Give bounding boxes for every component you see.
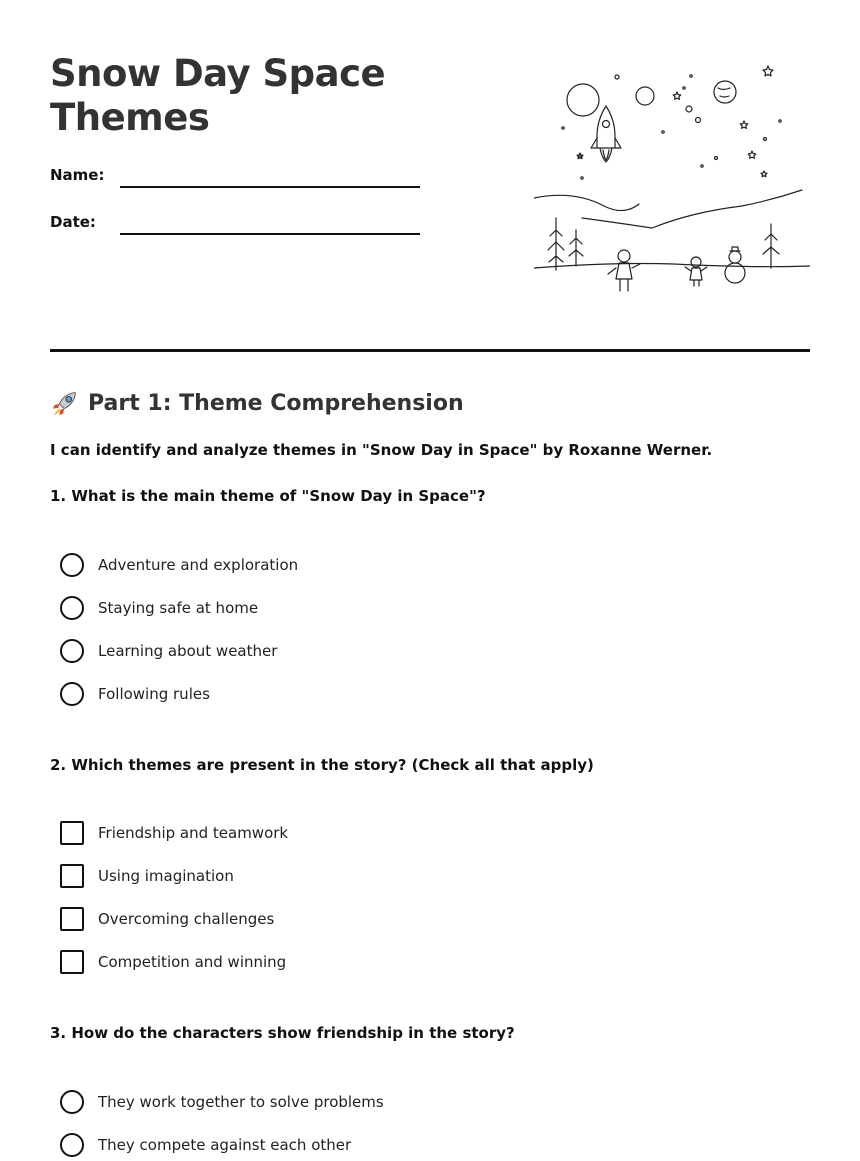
checkbox[interactable]: [60, 864, 84, 888]
q1-option[interactable]: [60, 638, 277, 664]
radio-button[interactable]: [60, 1133, 84, 1157]
section-title: Part 1: Theme Comprehension: [88, 390, 464, 416]
option-label: Staying safe at home: [98, 599, 259, 617]
section-heading: [50, 388, 464, 418]
name-field[interactable]: [120, 186, 420, 188]
checkbox[interactable]: [60, 950, 84, 974]
rocket-icon: [50, 388, 80, 418]
header-divider: [50, 349, 810, 352]
learning-objective: I can identify and analyze themes in "Snow Day in Space" by Roxanne Werner.: [50, 441, 713, 459]
option-label: Competition and winning: [98, 953, 287, 971]
option-label: Using imagination: [98, 867, 234, 885]
option-label: Learning about weather: [98, 642, 278, 660]
snow-day-space-illustration: [534, 58, 810, 306]
option-label: Adventure and exploration: [98, 556, 299, 574]
radio-button[interactable]: [60, 682, 84, 706]
q1-option[interactable]: [60, 595, 258, 621]
option-label: Following rules: [98, 685, 210, 703]
question-2: 2. Which themes are present in the story? (Check all that apply): [50, 756, 594, 774]
q1-option[interactable]: [60, 552, 298, 578]
worksheet-title: Snow Day Space Themes: [50, 52, 386, 139]
q2-option[interactable]: [60, 906, 274, 932]
q2-option[interactable]: [60, 949, 286, 975]
q3-option[interactable]: [60, 1132, 351, 1158]
option-label: Overcoming challenges: [98, 910, 275, 928]
radio-button[interactable]: [60, 553, 84, 577]
option-label: They work together to solve problems: [98, 1093, 384, 1111]
checkbox[interactable]: [60, 907, 84, 931]
question-1: 1. What is the main theme of "Snow Day in Space"?: [50, 487, 486, 505]
name-label: Name:: [50, 166, 105, 184]
q2-option[interactable]: [60, 863, 234, 889]
radio-button[interactable]: [60, 639, 84, 663]
question-3: 3. How do the characters show friendship in the story?: [50, 1024, 515, 1042]
date-label: Date:: [50, 213, 96, 231]
q1-option[interactable]: [60, 681, 210, 707]
option-label: Friendship and teamwork: [98, 824, 289, 842]
q2-option[interactable]: [60, 820, 288, 846]
radio-button[interactable]: [60, 1090, 84, 1114]
date-field[interactable]: [120, 233, 420, 235]
worksheet-page: [50, 0, 810, 1161]
q3-option[interactable]: [60, 1089, 384, 1115]
radio-button[interactable]: [60, 596, 84, 620]
option-label: They compete against each other: [98, 1136, 352, 1154]
checkbox[interactable]: [60, 821, 84, 845]
